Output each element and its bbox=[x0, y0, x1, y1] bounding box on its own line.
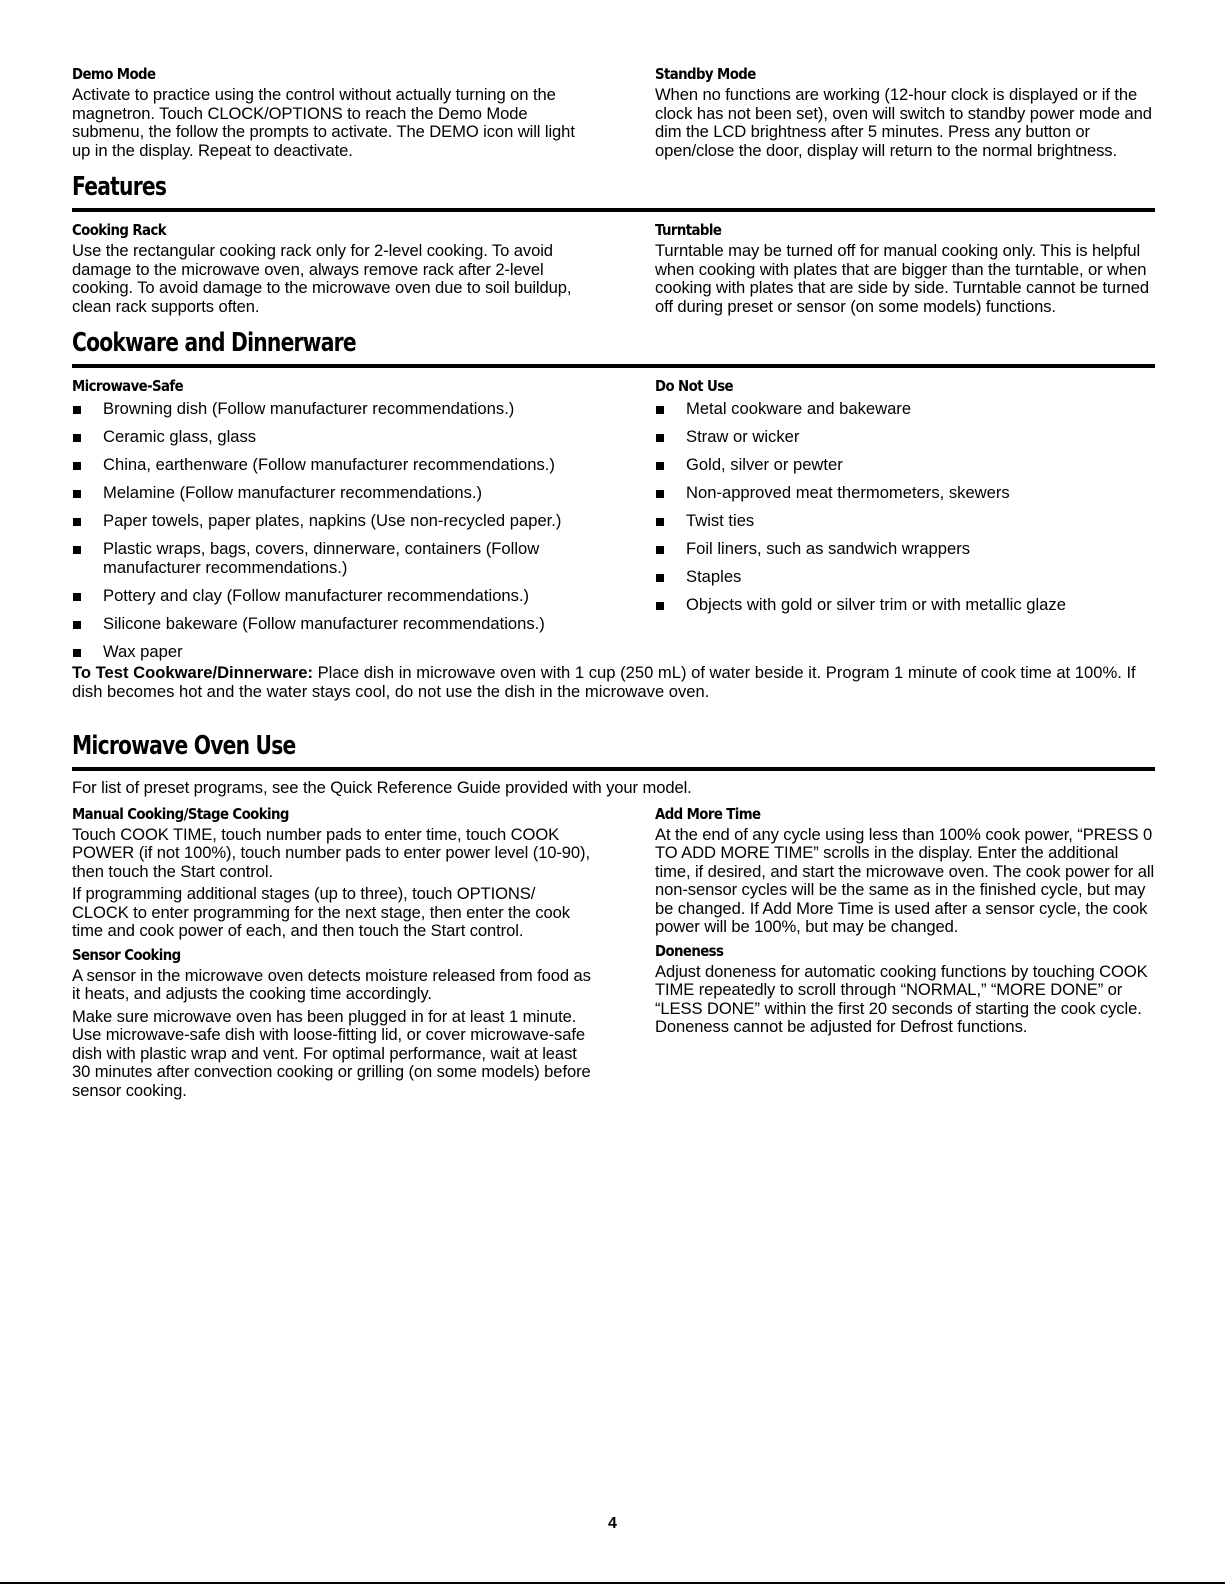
demo-mode-block bbox=[72, 64, 592, 160]
cooking-rack-heading: Cooking Rack bbox=[72, 221, 167, 239]
page-number: 4 bbox=[608, 1515, 617, 1532]
features-title: Features bbox=[72, 172, 167, 202]
demo-mode-text: Activate to practice using the control without actually turning on the magnetron. Touch CLOCK/OPTIONS to reach the Demo Mode submenu, the follow the prompts to activate. The DEMO icon will light up in the display. Repeat to deactivate. bbox=[72, 85, 575, 160]
list-item: Silicone bakeware (Follow manufacturer recommendations.) bbox=[72, 615, 592, 634]
demo-mode-heading: Demo Mode bbox=[72, 65, 156, 83]
microwave-safe-heading: Microwave-Safe bbox=[72, 377, 184, 395]
add-more-time-text: At the end of any cycle using less than 100% cook power, “PRESS 0 TO ADD MORE TIME” scrolls in the display. Enter the additional time, if desired, and start the microwave oven. The cook power for all non-sensor cycles will be the same as in the finished cycle, but may be changed. If Add More Time is used after a sensor cycle, the cook power will be 100%, but may be changed. bbox=[655, 824, 1155, 936]
oven-use-left-column bbox=[72, 804, 592, 1105]
bullet-square-icon bbox=[656, 518, 664, 526]
bullet-square-icon bbox=[73, 621, 81, 629]
list-item: Plastic wraps, bags, covers, dinnerware, containers (Follow manufacturer recommendations.) bbox=[72, 540, 592, 577]
bullet-square-icon bbox=[73, 490, 81, 498]
manual-page bbox=[72, 64, 1155, 1104]
bullet-square-icon bbox=[656, 434, 664, 442]
section-divider bbox=[72, 364, 1155, 368]
bullet-square-icon bbox=[73, 462, 81, 470]
section-divider bbox=[72, 767, 1155, 771]
microwave-safe-block bbox=[72, 376, 592, 661]
list-item: Browning dish (Follow manufacturer recommendations.) bbox=[72, 400, 592, 419]
bullet-square-icon bbox=[656, 546, 664, 554]
standby-mode-text: When no functions are working (12-hour clock is displayed or if the clock has not been set), oven will switch to standby power mode and dim the LCD brightness after 5 minutes. Press any button or open/close the door, display will return to the normal brightness. bbox=[655, 85, 1152, 160]
mode-section bbox=[72, 64, 1155, 160]
cooking-rack-block bbox=[72, 220, 592, 316]
microwave-safe-list bbox=[72, 400, 592, 661]
list-item: Paper towels, paper plates, napkins (Use non-recycled paper.) bbox=[72, 512, 592, 531]
do-not-use-block bbox=[655, 376, 1155, 661]
bullet-square-icon bbox=[73, 406, 81, 414]
sensor-cooking-text-2: Make sure microwave oven has been plugged in for at least 1 minute. Use microwave-safe dish with loose-fitting lid, or cover microwave-safe dish with plastic wrap and vent. For optimal performance, wait at least 30 minutes after convection cooking or grilling (on some models) before sensor cooking. bbox=[72, 1006, 591, 1100]
bullet-square-icon bbox=[73, 546, 81, 554]
list-item: Staples bbox=[655, 568, 1155, 587]
cookware-section bbox=[72, 328, 1155, 701]
bullet-square-icon bbox=[73, 649, 81, 657]
list-item: Pottery and clay (Follow manufacturer recommendations.) bbox=[72, 587, 592, 606]
standby-mode-block bbox=[655, 64, 1155, 160]
test-cookware-text: Place dish in microwave oven with 1 cup (250 mL) of water beside it. Program 1 minute of cook time at 100%. If dish becomes hot and the water stays cool, do not use the dish in the microwave oven. bbox=[72, 663, 1136, 701]
bullet-square-icon bbox=[656, 602, 664, 610]
list-item: Ceramic glass, glass bbox=[72, 428, 592, 447]
sensor-cooking-heading: Sensor Cooking bbox=[72, 945, 181, 964]
turntable-text: Turntable may be turned off for manual cooking only. This is helpful when cooking with plates that are bigger than the turntable, or when cooking with plates that are side by side. Turntable cannot be turned off during preset or sensor (on some models) functions. bbox=[655, 241, 1149, 316]
cooking-rack-text: Use the rectangular cooking rack only for 2-level cooking. To avoid damage to the microwave oven, always remove rack after 2-level cooking. To avoid damage to the microwave oven due to soil buildup, clean rack supports often. bbox=[72, 241, 572, 316]
do-not-use-list bbox=[655, 400, 1155, 615]
list-item: Melamine (Follow manufacturer recommendations.) bbox=[72, 484, 592, 503]
bullet-square-icon bbox=[656, 406, 664, 414]
oven-use-intro: For list of preset programs, see the Quick Reference Guide provided with your model. bbox=[72, 778, 692, 797]
list-item: Objects with gold or silver trim or with metallic glaze bbox=[655, 596, 1155, 615]
bullet-square-icon bbox=[73, 518, 81, 526]
list-item: Non-approved meat thermometers, skewers bbox=[655, 484, 1155, 503]
list-item: Straw or wicker bbox=[655, 428, 1155, 447]
cookware-title: Cookware and Dinnerware bbox=[72, 328, 356, 358]
turntable-block bbox=[655, 220, 1155, 316]
bullet-square-icon bbox=[656, 574, 664, 582]
list-item: Wax paper bbox=[72, 643, 592, 662]
bullet-square-icon bbox=[656, 462, 664, 470]
manual-cooking-heading: Manual Cooking/Stage Cooking bbox=[72, 804, 289, 823]
manual-cooking-text-1: Touch COOK TIME, touch number pads to enter time, touch COOK POWER (if not 100%), touch number pads to enter power level (10-90), then touch the Start control. bbox=[72, 824, 590, 881]
oven-use-section bbox=[72, 731, 1155, 1104]
doneness-heading: Doneness bbox=[655, 941, 724, 960]
oven-use-right-column bbox=[655, 804, 1155, 1105]
bullet-square-icon bbox=[73, 593, 81, 601]
standby-mode-heading: Standby Mode bbox=[655, 65, 756, 83]
section-divider bbox=[72, 208, 1155, 212]
bullet-square-icon bbox=[73, 434, 81, 442]
test-cookware-note bbox=[72, 664, 1155, 701]
list-item: Twist ties bbox=[655, 512, 1155, 531]
page-bottom-rule bbox=[0, 1582, 1225, 1584]
list-item: Foil liners, such as sandwich wrappers bbox=[655, 540, 1155, 559]
list-item: Metal cookware and bakeware bbox=[655, 400, 1155, 419]
manual-cooking-text-2: If programming additional stages (up to three), touch OPTIONS/ CLOCK to enter programming for the next stage, then enter the cook time and cook power of each, and then touch the Start control. bbox=[72, 884, 570, 940]
oven-use-title: Microwave Oven Use bbox=[72, 731, 296, 761]
sensor-cooking-text-1: A sensor in the microwave oven detects moisture released from food as it heats, and adjusts the cooking time accordingly. bbox=[72, 965, 591, 1003]
features-section bbox=[72, 172, 1155, 316]
turntable-heading: Turntable bbox=[655, 221, 722, 239]
list-item: China, earthenware (Follow manufacturer recommendations.) bbox=[72, 456, 592, 475]
bullet-square-icon bbox=[656, 490, 664, 498]
test-cookware-label: To Test Cookware/Dinnerware: bbox=[72, 663, 313, 682]
list-item: Gold, silver or pewter bbox=[655, 456, 1155, 475]
doneness-text: Adjust doneness for automatic cooking functions by touching COOK TIME repeatedly to scroll through “NORMAL,” “MORE DONE” or “LESS DONE” within the first 20 seconds of starting the cook cycle. Doneness cannot be adjusted for Defrost functions. bbox=[655, 961, 1148, 1036]
do-not-use-heading: Do Not Use bbox=[655, 377, 733, 395]
add-more-time-heading: Add More Time bbox=[655, 804, 761, 823]
